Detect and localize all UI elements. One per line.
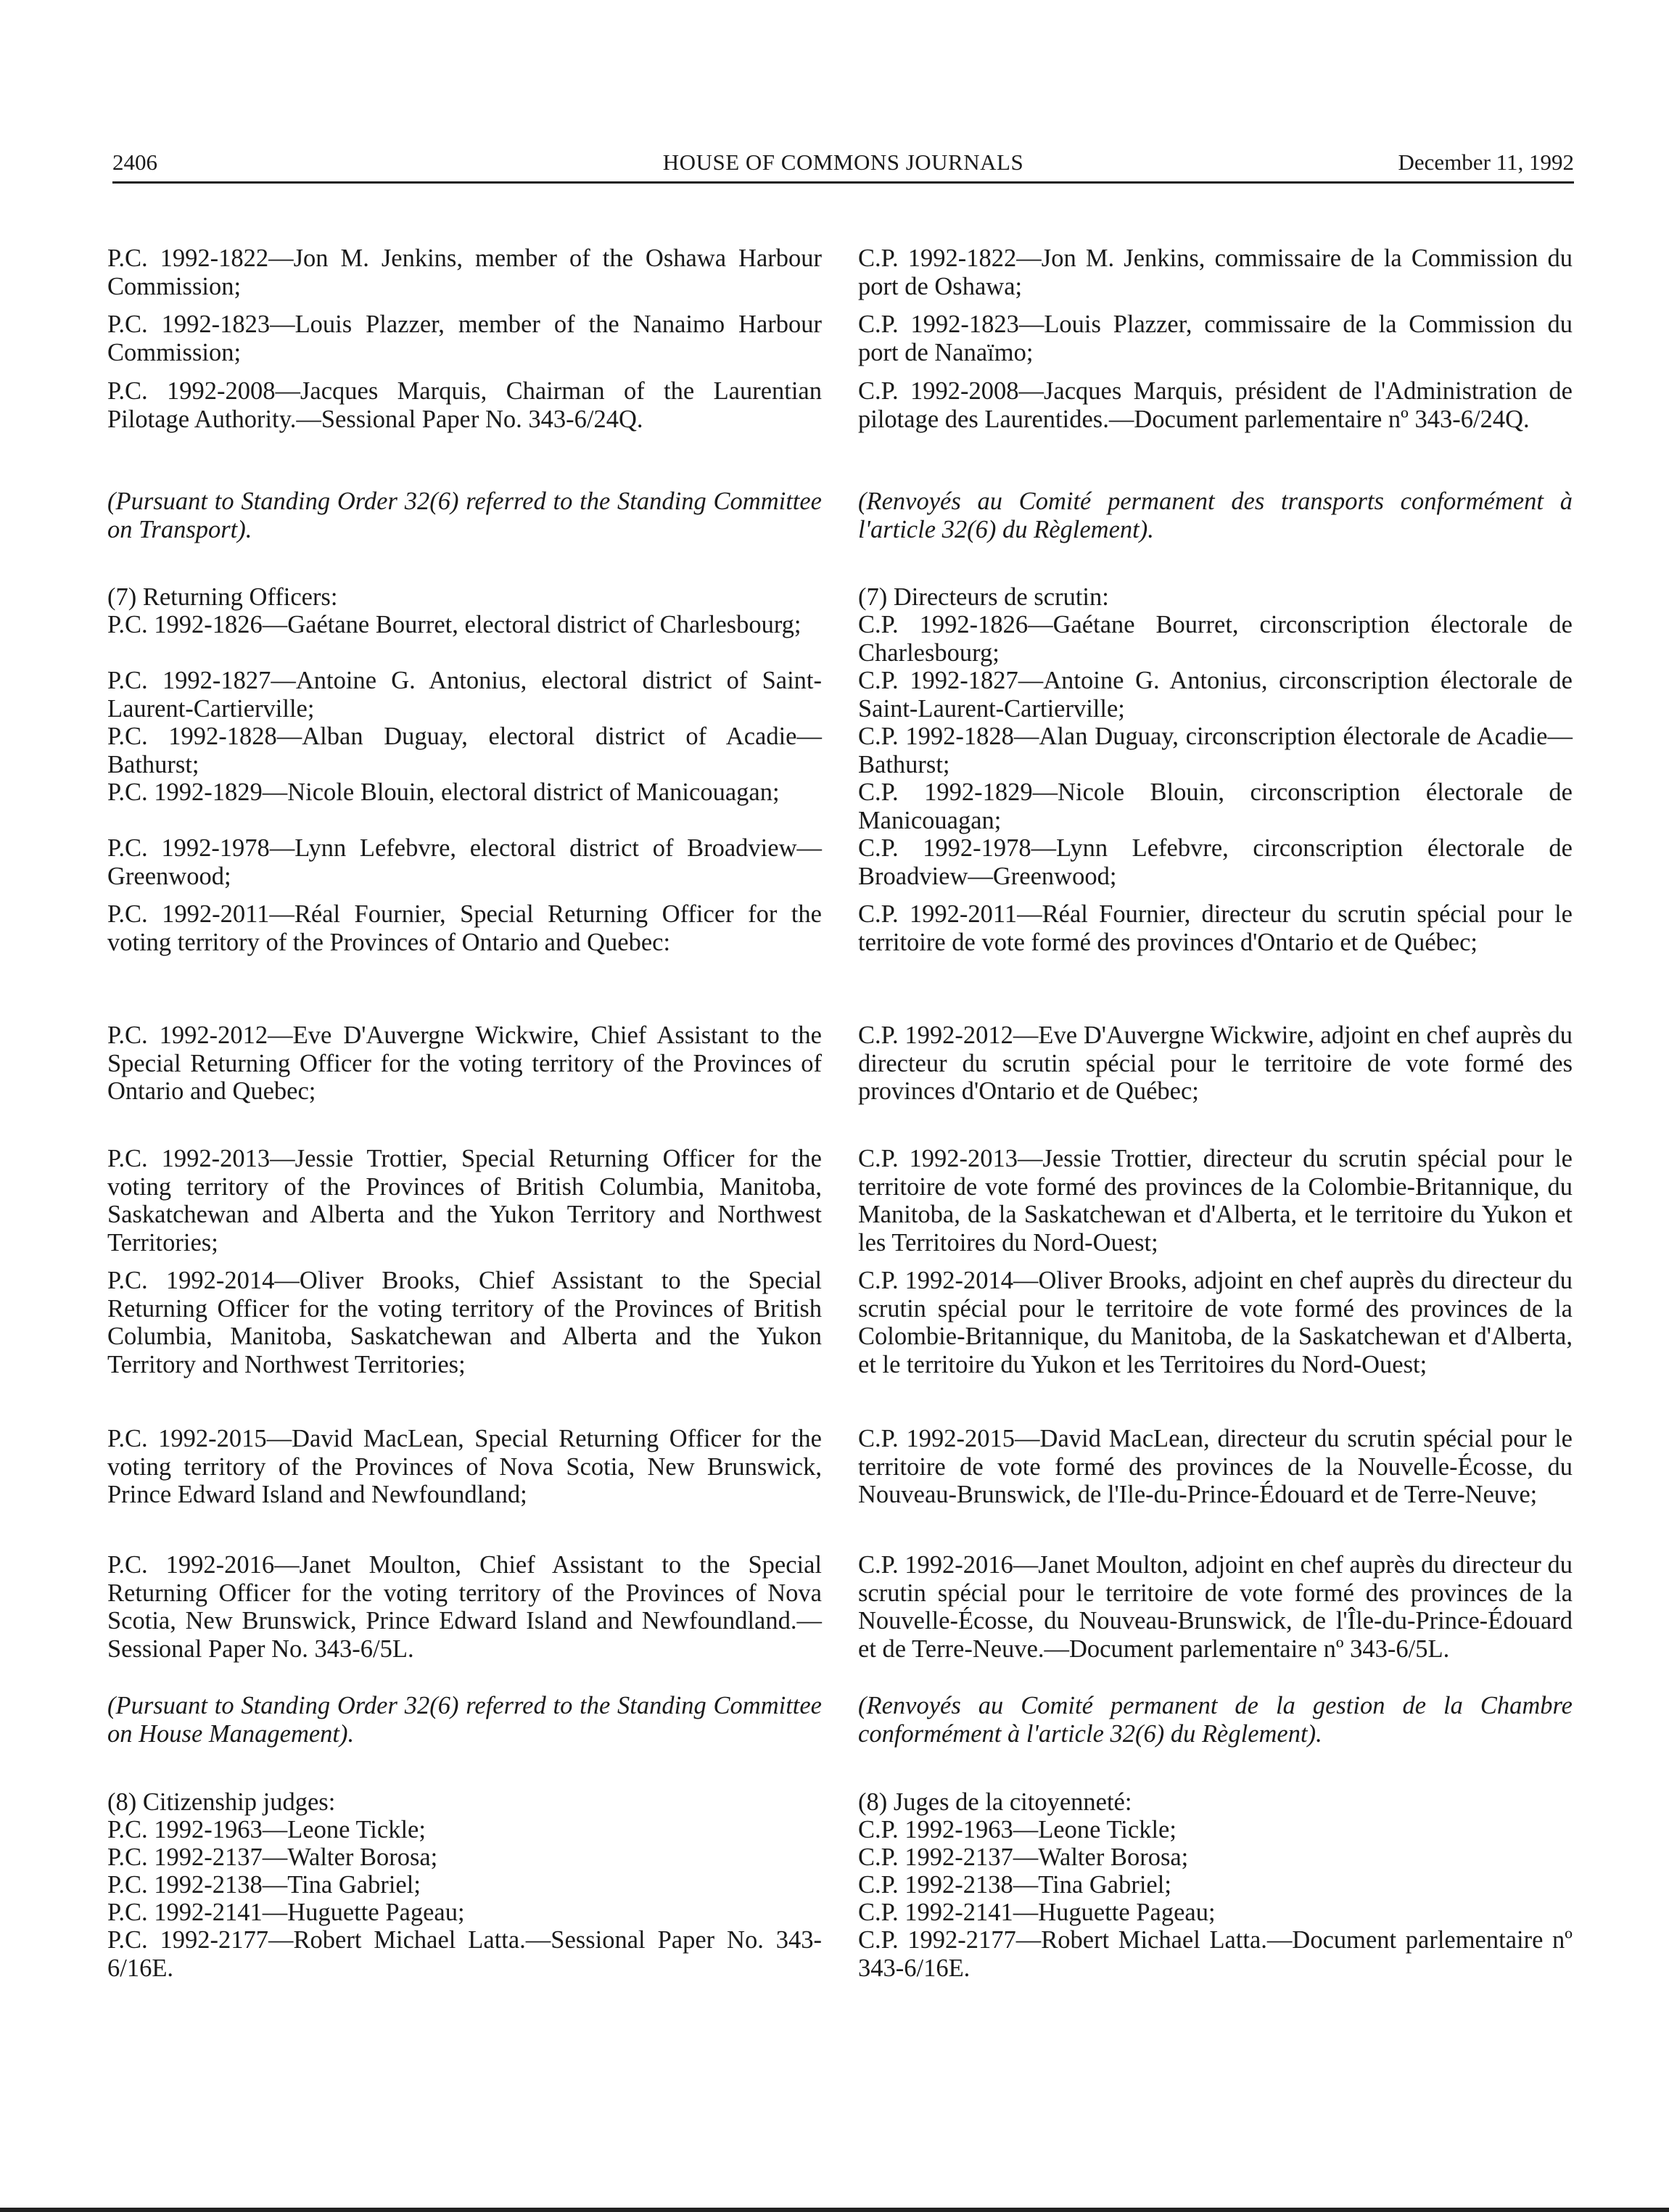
section-heading: (7) Returning Officers: [107, 583, 338, 611]
scan-bottom-edge [0, 2208, 1669, 2212]
entry-paragraph: C.P. 1992-2008—Jacques Marquis, président de l'Administration de pilotage des Laurentides.—Document parlementaire nº 343-6/24Q. [858, 377, 1573, 433]
entry-paragraph: P.C. 1992-2014—Oliver Brooks, Chief Assistant to the Special Returning Officer for the voting territory of the Provinces of British Columbia, Manitoba, Saskatchewan and Alberta and the Yukon Territory and Northwest Territories; [107, 1267, 822, 1378]
entry-paragraph: P.C. 1992-2137—Walter Borosa; [107, 1843, 438, 1871]
entry-paragraph: C.P. 1992-1828—Alan Duguay, circonscription électorale de Acadie—Bathurst; [858, 723, 1573, 778]
entry-paragraph: C.P. 1992-2137—Walter Borosa; [858, 1843, 1189, 1871]
entry-paragraph: P.C. 1992-2141—Huguette Pageau; [107, 1899, 465, 1926]
entry-paragraph: C.P. 1992-2141—Huguette Pageau; [858, 1899, 1216, 1926]
referral-note: (Renvoyés au Comité permanent de la gestion de la Chambre conformément à l'article 32(6) du Règlement). [858, 1692, 1573, 1748]
entry-paragraph: C.P. 1992-1827—Antoine G. Antonius, circonscription électorale de Saint-Laurent-Cartierville; [858, 667, 1573, 723]
entry-paragraph: P.C. 1992-2138—Tina Gabriel; [107, 1871, 421, 1899]
entry-paragraph: P.C. 1992-2012—Eve D'Auvergne Wickwire, Chief Assistant to the Special Returning Officer for the voting territory of the Provinces of Ontario and Quebec; [107, 1021, 822, 1105]
entry-paragraph: C.P. 1992-1822—Jon M. Jenkins, commissaire de la Commission du port de Oshawa; [858, 244, 1573, 300]
entry-paragraph: P.C. 1992-1829—Nicole Blouin, electoral district of Manicouagan; [107, 778, 780, 806]
entry-paragraph: P.C. 1992-2008—Jacques Marquis, Chairman of the Laurentian Pilotage Authority.—Sessional Paper No. 343-6/24Q. [107, 377, 822, 433]
entry-paragraph: P.C. 1992-2015—David MacLean, Special Returning Officer for the voting territory of the Provinces of Nova Scotia, New Brunswick, Prince Edward Island and Newfoundland; [107, 1425, 822, 1508]
entry-paragraph: C.P. 1992-2177—Robert Michael Latta.—Document parlementaire nº 343-6/16E. [858, 1926, 1573, 1982]
section-heading: (8) Citizenship judges: [107, 1788, 336, 1816]
entry-paragraph: C.P. 1992-1823—Louis Plazzer, commissaire de la Commission du port de Nanaïmo; [858, 311, 1573, 366]
journal-date: December 11, 1992 [1398, 149, 1574, 175]
entry-paragraph: C.P. 1992-2015—David MacLean, directeur du scrutin spécial pour le territoire de vote formé des provinces de la Nouvelle-Écosse, du Nouveau-Brunswick, de l'Ile-du-Prince-Édouard et de Terre-Neuve; [858, 1425, 1573, 1508]
section-heading: (8) Juges de la citoyenneté: [858, 1788, 1132, 1816]
referral-note: (Pursuant to Standing Order 32(6) referred to the Standing Committee on House Management). [107, 1692, 822, 1748]
entry-paragraph: C.P. 1992-1829—Nicole Blouin, circonscription électorale de Manicouagan; [858, 778, 1573, 834]
entry-paragraph: P.C. 1992-1978—Lynn Lefebvre, electoral district of Broadview—Greenwood; [107, 834, 822, 890]
entry-paragraph: P.C. 1992-1822—Jon M. Jenkins, member of the Oshawa Harbour Commission; [107, 244, 822, 300]
entry-paragraph: P.C. 1992-2013—Jessie Trottier, Special Returning Officer for the voting territory of the Provinces of British Columbia, Manitoba, Saskatchewan and Alberta and the Yukon Territory and Northwest Territories; [107, 1145, 822, 1257]
entry-paragraph: P.C. 1992-1823—Louis Plazzer, member of the Nanaimo Harbour Commission; [107, 311, 822, 366]
entry-paragraph: P.C. 1992-2016—Janet Moulton, Chief Assistant to the Special Returning Officer for the voting territory of the Provinces of Nova Scotia, New Brunswick, Prince Edward Island and Newfoundland.—Sessional Paper No. 343-6/5L. [107, 1551, 822, 1663]
entry-paragraph: C.P. 1992-1963—Leone Tickle; [858, 1816, 1176, 1843]
entry-paragraph: P.C. 1992-1826—Gaétane Bourret, electoral district of Charlesbourg; [107, 611, 801, 638]
page-number: 2406 [112, 149, 157, 175]
section-heading: (7) Directeurs de scrutin: [858, 583, 1109, 611]
entry-paragraph: P.C. 1992-1827—Antoine G. Antonius, electoral district of Saint-Laurent-Cartierville; [107, 667, 822, 723]
entry-paragraph: C.P. 1992-2138—Tina Gabriel; [858, 1871, 1171, 1899]
entry-paragraph: C.P. 1992-2013—Jessie Trottier, directeur du scrutin spécial pour le territoire de vote formé des provinces de la Colombie-Britannique, du Manitoba, de la Saskatchewan et d'Alberta, et le territoire du Yukon et les Territoires du Nord-Ouest; [858, 1145, 1573, 1257]
entry-paragraph: P.C. 1992-1963—Leone Tickle; [107, 1816, 426, 1843]
entry-paragraph: C.P. 1992-2016—Janet Moulton, adjoint en chef auprès du directeur du scrutin spécial pour le territoire de vote formé des provinces de la Nouvelle-Écosse, du Nouveau-Brunswick, de l'Île-du-Prince-Édouard et de Terre-Neuve.—Document parlementaire nº 343-6/5L. [858, 1551, 1573, 1663]
entry-paragraph: P.C. 1992-2011—Réal Fournier, Special Returning Officer for the voting territory of the Provinces of Ontario and Quebec: [107, 900, 822, 956]
entry-paragraph: P.C. 1992-2177—Robert Michael Latta.—Sessional Paper No. 343-6/16E. [107, 1926, 822, 1982]
journal-title: HOUSE OF COMMONS JOURNALS [662, 149, 1024, 175]
entry-paragraph: C.P. 1992-1826—Gaétane Bourret, circonscription électorale de Charlesbourg; [858, 611, 1573, 667]
referral-note: (Pursuant to Standing Order 32(6) referred to the Standing Committee on Transport). [107, 488, 822, 543]
entry-paragraph: C.P. 1992-2011—Réal Fournier, directeur du scrutin spécial pour le territoire de vote formé des provinces d'Ontario et de Québec; [858, 900, 1573, 956]
entry-paragraph: C.P. 1992-1978—Lynn Lefebvre, circonscription électorale de Broadview—Greenwood; [858, 834, 1573, 890]
entry-paragraph: P.C. 1992-1828—Alban Duguay, electoral district of Acadie—Bathurst; [107, 723, 822, 778]
entry-paragraph: C.P. 1992-2012—Eve D'Auvergne Wickwire, adjoint en chef auprès du directeur du scrutin spécial pour le territoire de vote formé des provinces d'Ontario et de Québec; [858, 1021, 1573, 1105]
referral-note: (Renvoyés au Comité permanent des transports conformément à l'article 32(6) du Règlement). [858, 488, 1573, 543]
running-header [112, 144, 1574, 184]
entry-paragraph: C.P. 1992-2014—Oliver Brooks, adjoint en chef auprès du directeur du scrutin spécial pour le territoire de vote formé des provinces de la Colombie-Britannique, du Manitoba, de la Saskatchewan et d'Alberta, et le territoire du Yukon et les Territoires du Nord-Ouest; [858, 1267, 1573, 1378]
